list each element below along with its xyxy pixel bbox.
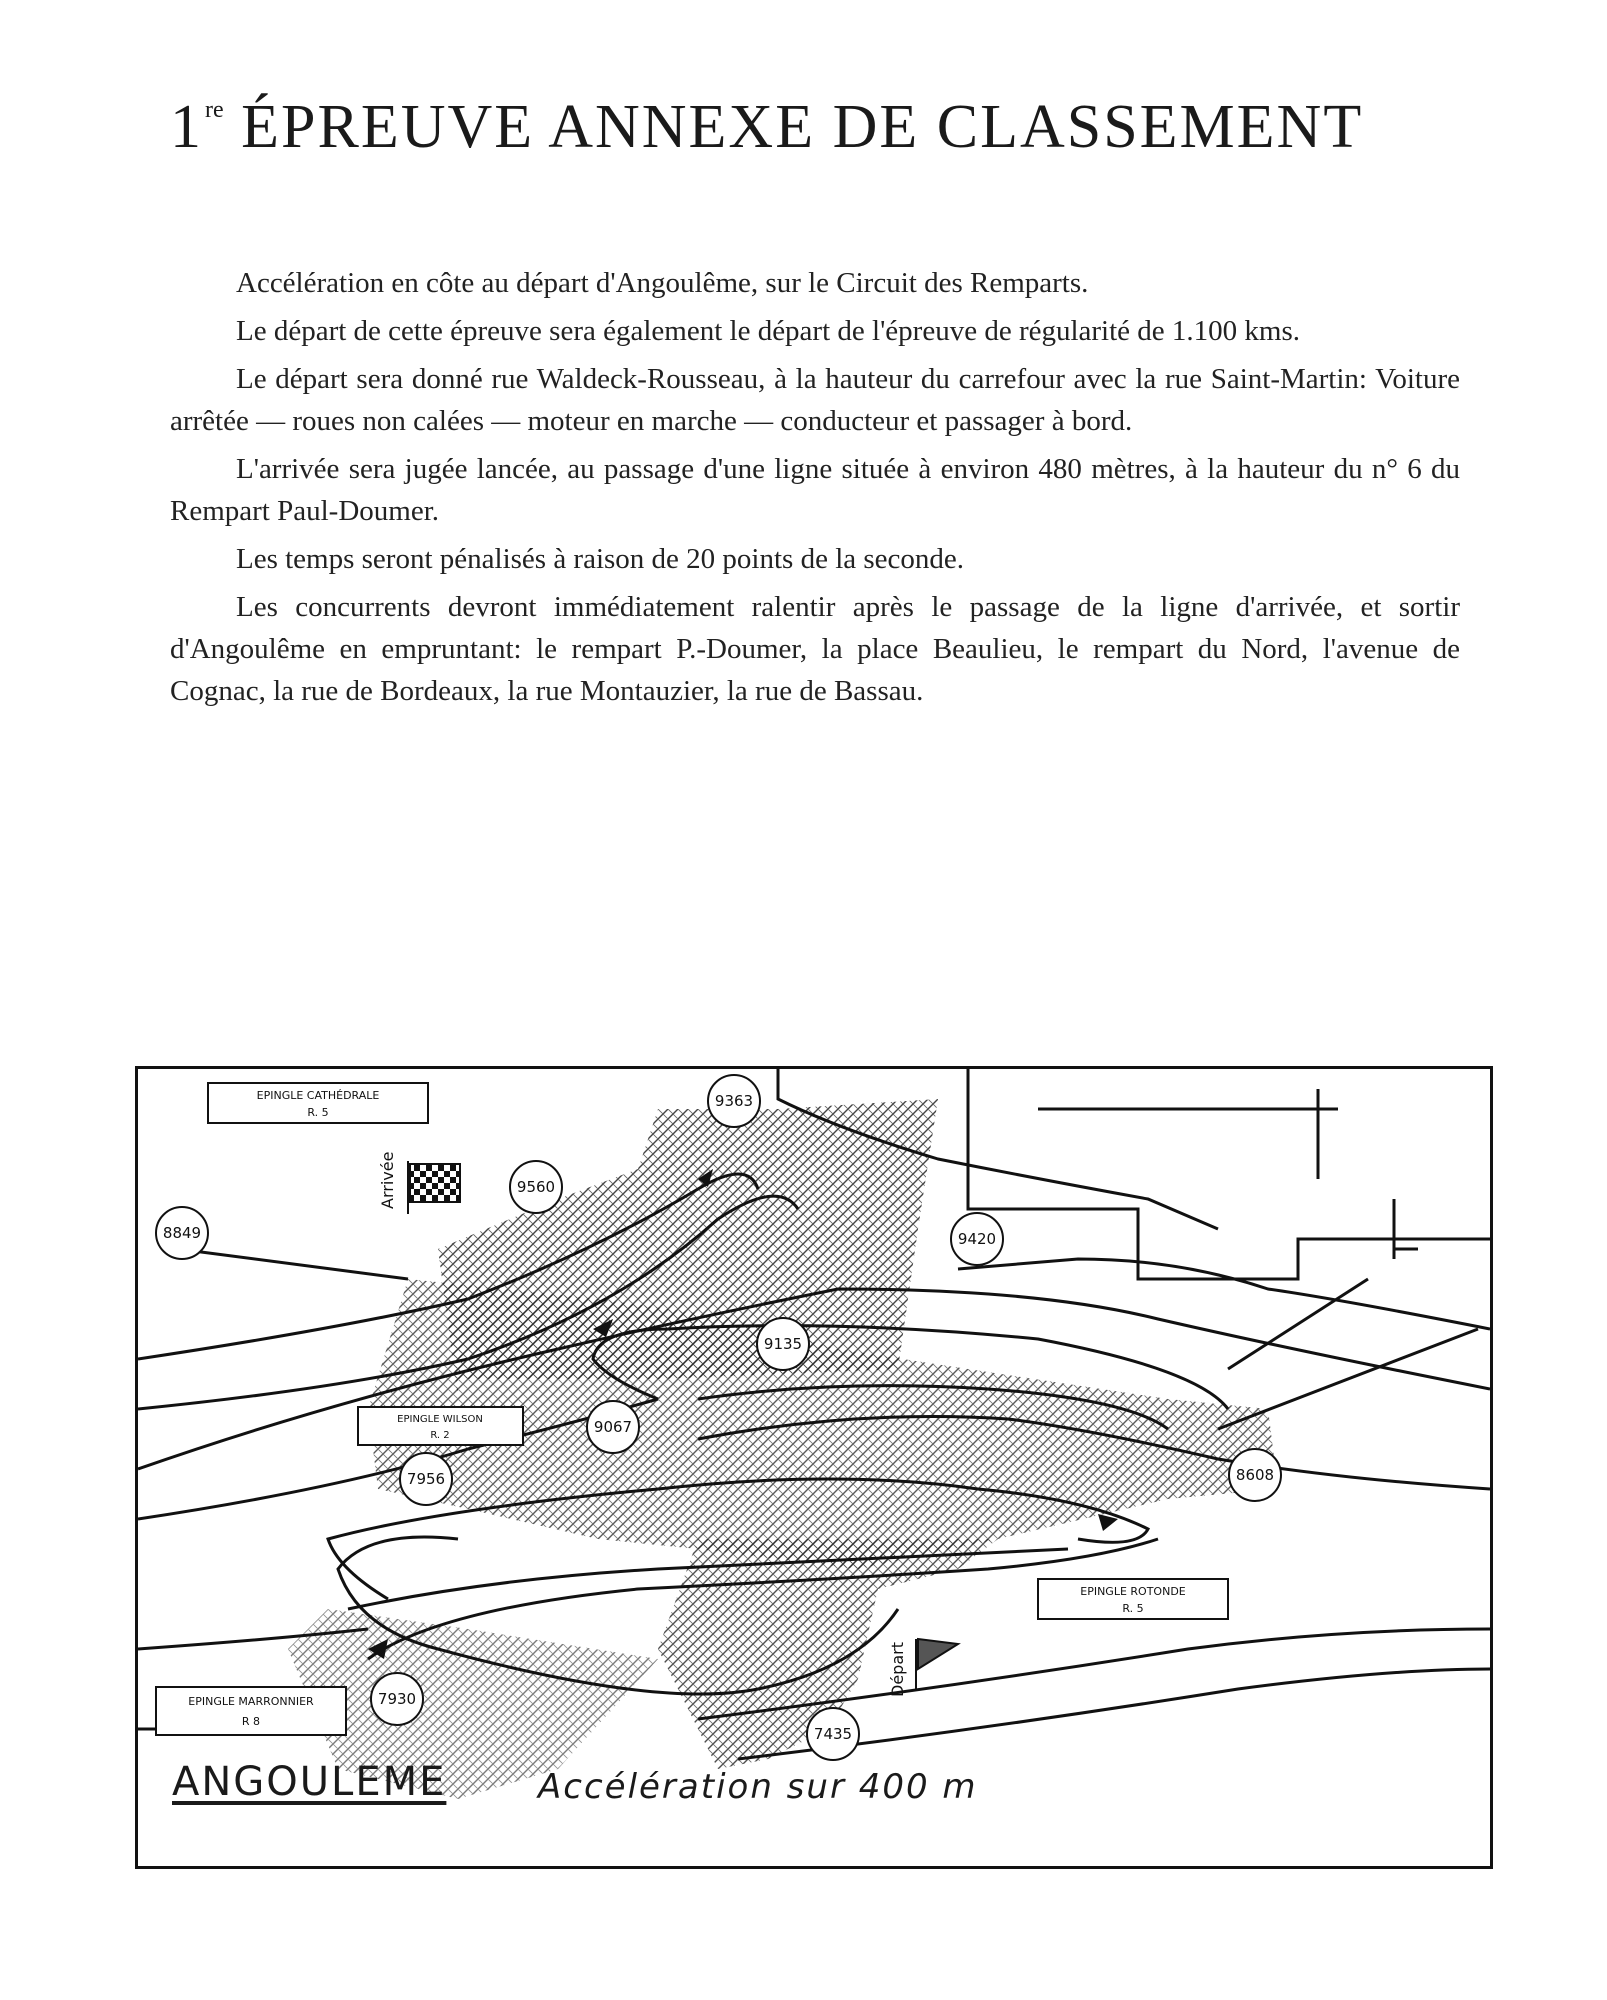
- map-caption-city: ANGOULEME: [172, 1759, 447, 1805]
- departure-label: Départ: [888, 1642, 907, 1697]
- hairpin-name-rotonde: EPINGLE ROTONDE: [1080, 1585, 1186, 1598]
- page-title: [170, 92, 1470, 163]
- title-text: ÉPREUVE ANNEXE DE CLASSEMENT: [241, 93, 1364, 161]
- title-number: 1: [170, 93, 203, 161]
- hairpin-label-wilson: [358, 1407, 523, 1445]
- paragraph-5: Les temps seront pénalisés à raison de 20 points de la seconde.: [236, 543, 965, 575]
- hairpin-label-marronnier: [156, 1687, 346, 1735]
- hairpin-label-rotonde: [1038, 1579, 1228, 1619]
- elevation-marker-4: [951, 1213, 1003, 1265]
- paragraph-3: Le départ sera donné rue Waldeck-Rousseau, à la hauteur du carrefour avec la rue Saint-Martin: Voiture arrêtée — roues non calées — moteur en marche — conducteur et passager à bord.: [170, 363, 1460, 437]
- paragraph-2: Le départ de cette épreuve sera également le départ de l'épreuve de régularité de 1.100 kms.: [236, 315, 1301, 347]
- elevation-marker-9: [371, 1673, 423, 1725]
- circuit-map-drawing: [138, 1069, 1490, 1866]
- hairpin-label-cathedrale: [208, 1083, 428, 1123]
- arrival-label: Arrivée: [378, 1151, 397, 1209]
- paragraph-4: L'arrivée sera jugée lancée, au passage d'une ligne située à environ 480 mètres, à la hauteur du n° 6 du Rempart Paul-Doumer.: [170, 453, 1460, 527]
- elevation-value-4: 9420: [957, 1230, 997, 1248]
- elevation-marker-3: [156, 1207, 208, 1259]
- elevation-marker-6: [587, 1401, 639, 1453]
- map-caption-subtitle: Accélération sur 400 m: [538, 1767, 978, 1807]
- elevation-value-5: 9135: [763, 1335, 803, 1353]
- hairpin-name-cathedrale: EPINGLE CATHÉDRALE: [256, 1089, 380, 1102]
- elevation-marker-8: [1229, 1449, 1281, 1501]
- elevation-value-9: 7930: [377, 1690, 417, 1708]
- circuit-map: [135, 1066, 1493, 1869]
- arrival-flag: [378, 1152, 460, 1214]
- paragraph-6: Les concurrents devront immédiatement ralentir après le passage de la ligne d'arrivée, et sortir d'Angoulême en empruntant: le rempart P.-Doumer, la place Beaulieu, le rempart du Nord, l'avenue de Cognac, la rue de Bordeaux, la rue Montauzier, la rue de Bassau.: [170, 591, 1460, 707]
- elevation-value-6: 9067: [593, 1418, 633, 1436]
- hatched-area: [288, 1099, 1278, 1799]
- elevation-marker-2: [510, 1161, 562, 1213]
- hairpin-ref-rotonde: R. 5: [1122, 1602, 1144, 1615]
- elevation-marker-10: [807, 1708, 859, 1760]
- elevation-value-10: 7435: [813, 1725, 853, 1743]
- hairpin-ref-cathedrale: R. 5: [307, 1106, 329, 1119]
- hairpin-ref-marronnier: R 8: [241, 1715, 261, 1728]
- hairpin-name-wilson: EPINGLE WILSON: [397, 1414, 483, 1425]
- article-body: [170, 262, 1460, 718]
- elevation-marker-5: [757, 1318, 809, 1370]
- hairpin-ref-wilson: R. 2: [430, 1430, 450, 1441]
- hairpin-name-marronnier: EPINGLE MARRONNIER: [188, 1695, 314, 1708]
- paragraph-1: Accélération en côte au départ d'Angoulême, sur le Circuit des Remparts.: [236, 267, 1089, 299]
- elevation-marker-7: [400, 1453, 452, 1505]
- elevation-value-7: 7956: [406, 1470, 446, 1488]
- title-suffix: re: [205, 97, 224, 123]
- elevation-marker-1: [708, 1075, 760, 1127]
- elevation-value-2: 9560: [516, 1178, 556, 1196]
- elevation-value-3: 8849: [162, 1224, 202, 1242]
- elevation-value-8: 8608: [1235, 1466, 1275, 1484]
- elevation-value-1: 9363: [714, 1092, 754, 1110]
- buildings: [968, 1069, 1490, 1279]
